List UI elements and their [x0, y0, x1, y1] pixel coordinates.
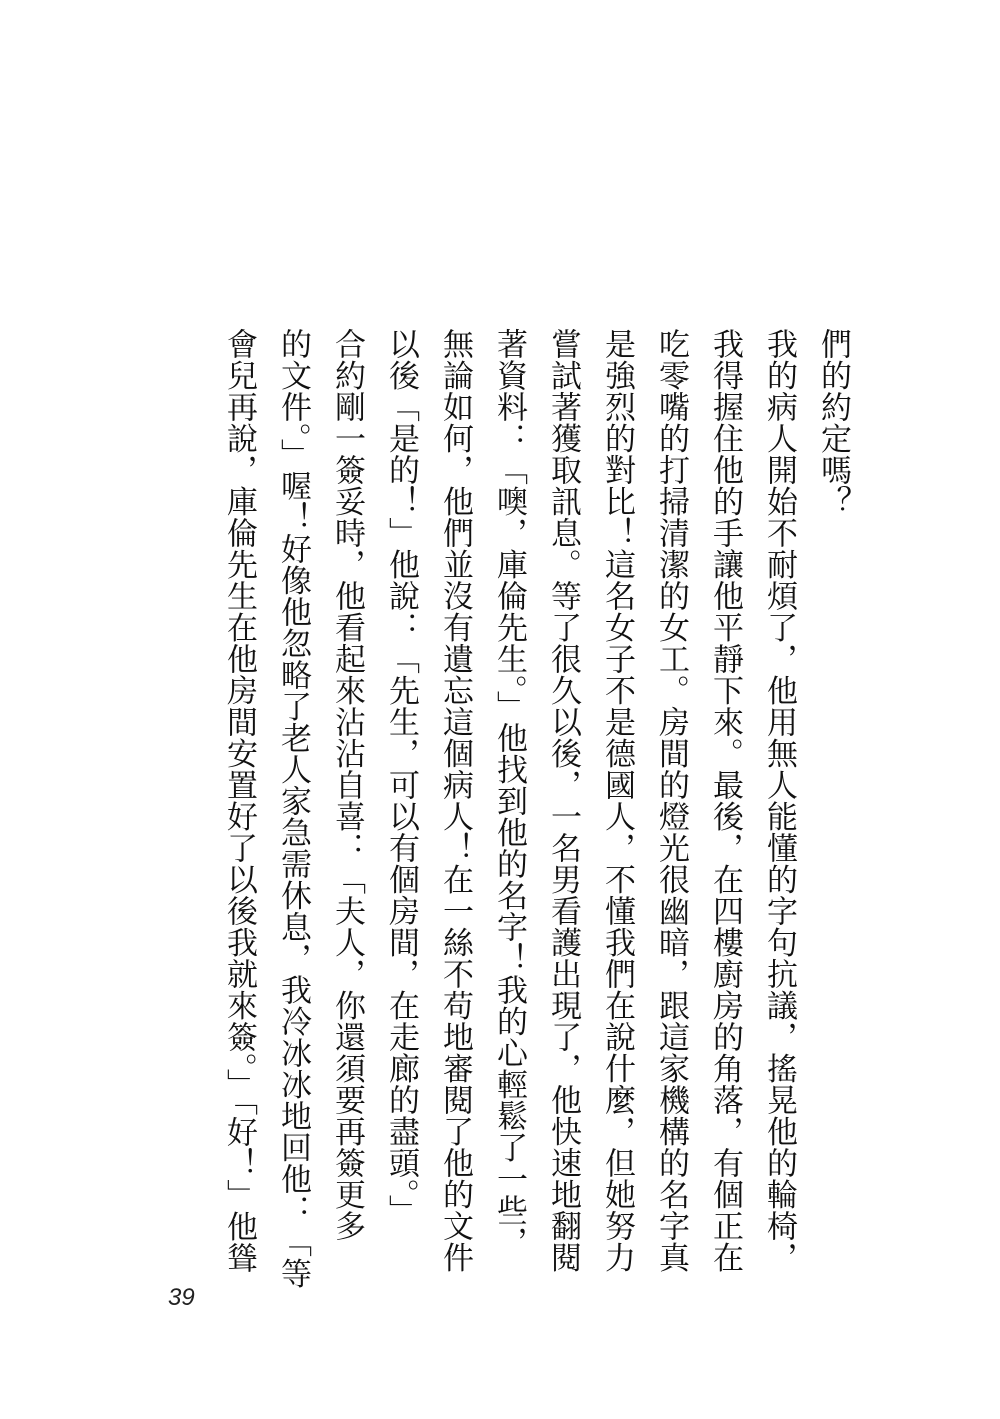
- text-line: 無論如何，他們並沒有遺忘這個病人！在一絲不苟地審閱了他的文件: [437, 328, 473, 1273]
- text-line: 吃零嘴的打掃清潔的女工。房間的燈光很幽暗，跟這家機構的名字真: [653, 328, 689, 1273]
- text-line: 的文件。」喔！好像他忽略了老人家急需休息，我冷冰冰地回他：「等: [275, 328, 311, 1289]
- vertical-text-body: [212, 328, 860, 1289]
- text-line: 們的約定嗎？: [815, 328, 851, 517]
- text-line: 我得握住他的手讓他平靜下來。最後，在四樓廚房的角落，有個正在: [707, 328, 743, 1273]
- text-line: 我的病人開始不耐煩了，他用無人能懂的字句抗議，搖晃他的輪椅，: [761, 328, 797, 1273]
- text-line: 著資料：「噢，庫倫先生。」他找到他的名字！我的心輕鬆了一些，: [491, 328, 527, 1258]
- text-line: 合約剛一簽妥時，他看起來沾沾自喜：「夫人，你還須要再簽更多: [329, 328, 365, 1242]
- text-line: 嘗試著獲取訊息。等了很久以後，一名男看護出現了，他快速地翻閱: [545, 328, 581, 1273]
- page-number: 39: [168, 1284, 195, 1311]
- text-line: 會兒再說，庫倫先生在他房間安置好了以後我就來簽。」「好！」他聳: [221, 328, 257, 1274]
- text-line: 以後「是的！」他說：「先生，可以有個房間，在走廊的盡頭。」: [383, 328, 419, 1226]
- text-line: 是強烈的對比！這名女子不是德國人，不懂我們在說什麼，但她努力: [599, 328, 635, 1273]
